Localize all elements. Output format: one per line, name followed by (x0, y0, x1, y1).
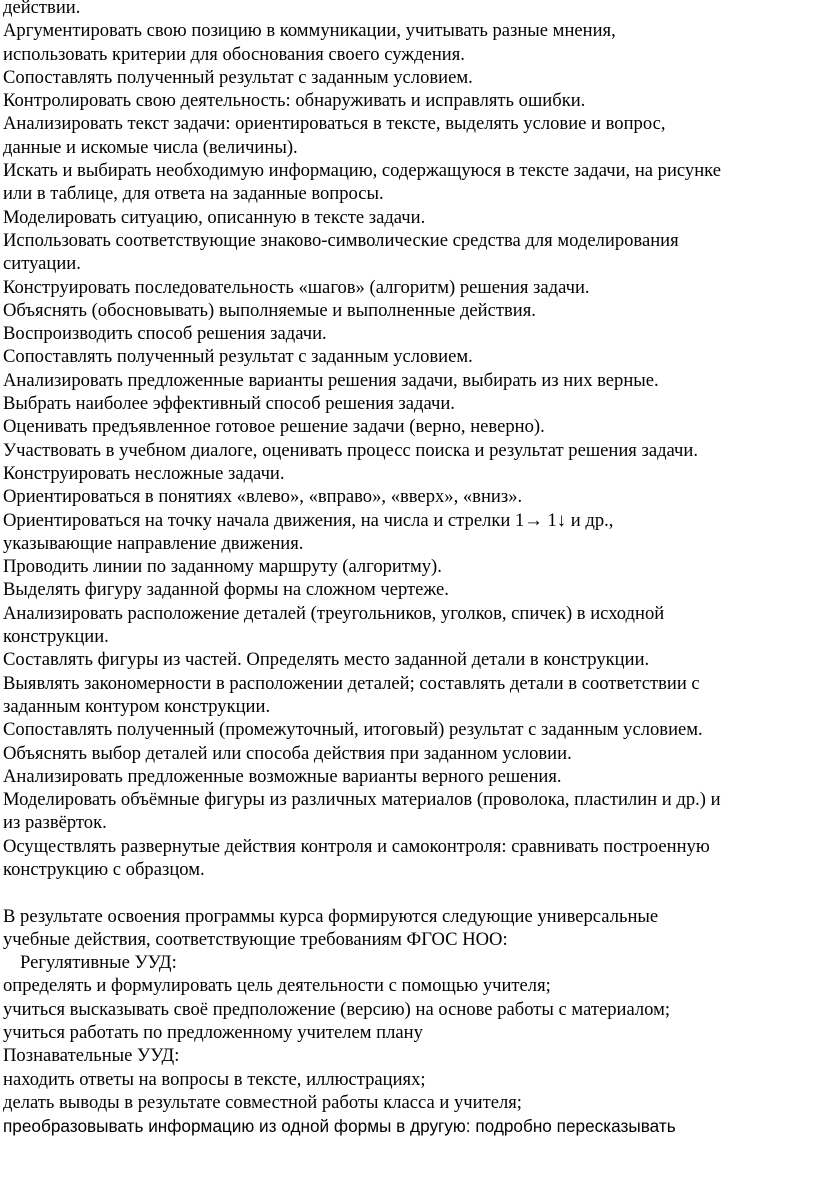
intro-paragraph (3, 905, 813, 952)
text-line: Аргументировать свою позицию в коммуникации, учитывать разные мнения, (3, 20, 616, 42)
skills-list (3, 0, 813, 881)
regulative-item: определять и формулировать цель деятельности с помощью учителя; (3, 975, 551, 997)
intro-line: В результате освоения программы курса формируются следующие универсальные (3, 905, 659, 927)
text-line: Осуществлять развернутые действия контроля и самоконтроля: сравнивать построенную (3, 835, 710, 857)
text-line: Сопоставлять полученный (промежуточный, итоговый) результат с заданным условием. (3, 719, 703, 741)
regulative-list (3, 974, 813, 1044)
last-line: преобразовывать информацию из одной формы в другую: подробно пересказывать (3, 1116, 676, 1137)
text-line: указывающие направление движения. (3, 532, 304, 554)
text-line: данные и искомые числа (величины). (3, 136, 298, 158)
text-line: Анализировать расположение деталей (треугольников, уголков, спичек) в исходной (3, 602, 665, 624)
text-line: Конструировать несложные задачи. (3, 462, 285, 484)
cognitive-item: находить ответы на вопросы в тексте, иллюстрациях; (3, 1068, 426, 1090)
text-line: Участвовать в учебном диалоге, оценивать процесс поиска и результат решения задачи. (3, 439, 699, 461)
text-line: Воспроизводить способ решения задачи. (3, 323, 327, 345)
text-line: Анализировать предложенные варианты решения задачи, выбирать из них верные. (3, 369, 659, 391)
text-line: Объяснять (обосновывать) выполняемые и выполненные действия. (3, 299, 536, 321)
text-line: Составлять фигуры из частей. Определять место заданной детали в конструкции. (3, 649, 650, 671)
regulative-heading: Регулятивные УУД: (20, 952, 177, 974)
text-line: Моделировать объёмные фигуры из различных материалов (проволока, пластилин и др.) и (3, 789, 721, 811)
text-line: Конструировать последовательность «шагов» (алгоритм) решения задачи. (3, 276, 590, 298)
text-line: Проводить линии по заданному маршруту (алгоритму). (3, 556, 442, 578)
cognitive-heading: Познавательные УУД: (3, 1045, 180, 1067)
text-line: Искать и выбирать необходимую информацию, содержащуюся в тексте задачи, на рисунке (3, 160, 721, 182)
text-line: Выбрать наиболее эффективный способ решения задачи. (3, 393, 455, 415)
text-line: Ориентироваться в понятиях «влево», «вправо», «вверх», «вниз». (3, 486, 523, 508)
paragraph-gap (3, 881, 813, 904)
text-line: Объяснять выбор деталей или способа действия при заданном условии. (3, 742, 572, 764)
text-line: или в таблице, для ответа на заданные вопросы. (3, 183, 384, 205)
text-line: Моделировать ситуацию, описанную в тексте задачи. (3, 206, 426, 228)
cognitive-list (3, 1068, 813, 1115)
text-line: действии. (3, 0, 81, 18)
text-line: Выявлять закономерности в расположении деталей; составлять детали в соответствии с (3, 672, 700, 694)
text-line: использовать критерии для обоснования своего суждения. (3, 43, 465, 65)
cognitive-item: делать выводы в результате совместной работы класса и учителя; (3, 1091, 522, 1113)
regulative-item: учиться работать по предложенному учителем плану (3, 1022, 423, 1044)
text-line: Сопоставлять полученный результат с заданным условием. (3, 66, 473, 88)
text-line: Анализировать предложенные возможные варианты верного решения. (3, 765, 562, 787)
text-line: Контролировать свою деятельность: обнаруживать и исправлять ошибки. (3, 90, 586, 112)
text-line: Оценивать предъявленное готовое решение задачи (верно, неверно). (3, 416, 545, 438)
text-line: Сопоставлять полученный результат с заданным условием. (3, 346, 473, 368)
regulative-item: учиться высказывать своё предположение (версию) на основе работы с материалом; (3, 998, 671, 1020)
text-line: конструкции. (3, 626, 109, 648)
text-line: из развёрток. (3, 812, 107, 834)
text-line: Выделять фигуру заданной формы на сложном чертеже. (3, 579, 449, 601)
text-line: Использовать соответствующие знаково-символические средства для моделирования (3, 229, 679, 251)
text-line: Ориентироваться на точку начала движения, на числа и стрелки 1→ 1↓ и др., (3, 509, 614, 531)
text-line: Анализировать текст задачи: ориентироваться в тексте, выделять условие и вопрос, (3, 113, 666, 135)
text-line: ситуации. (3, 253, 81, 275)
text-line: конструкцию с образцом. (3, 858, 205, 880)
text-line: заданным контуром конструкции. (3, 695, 271, 717)
intro-line: учебные действия, соответствующие требованиям ФГОС НОО: (3, 928, 508, 950)
document-page (3, 0, 813, 1139)
